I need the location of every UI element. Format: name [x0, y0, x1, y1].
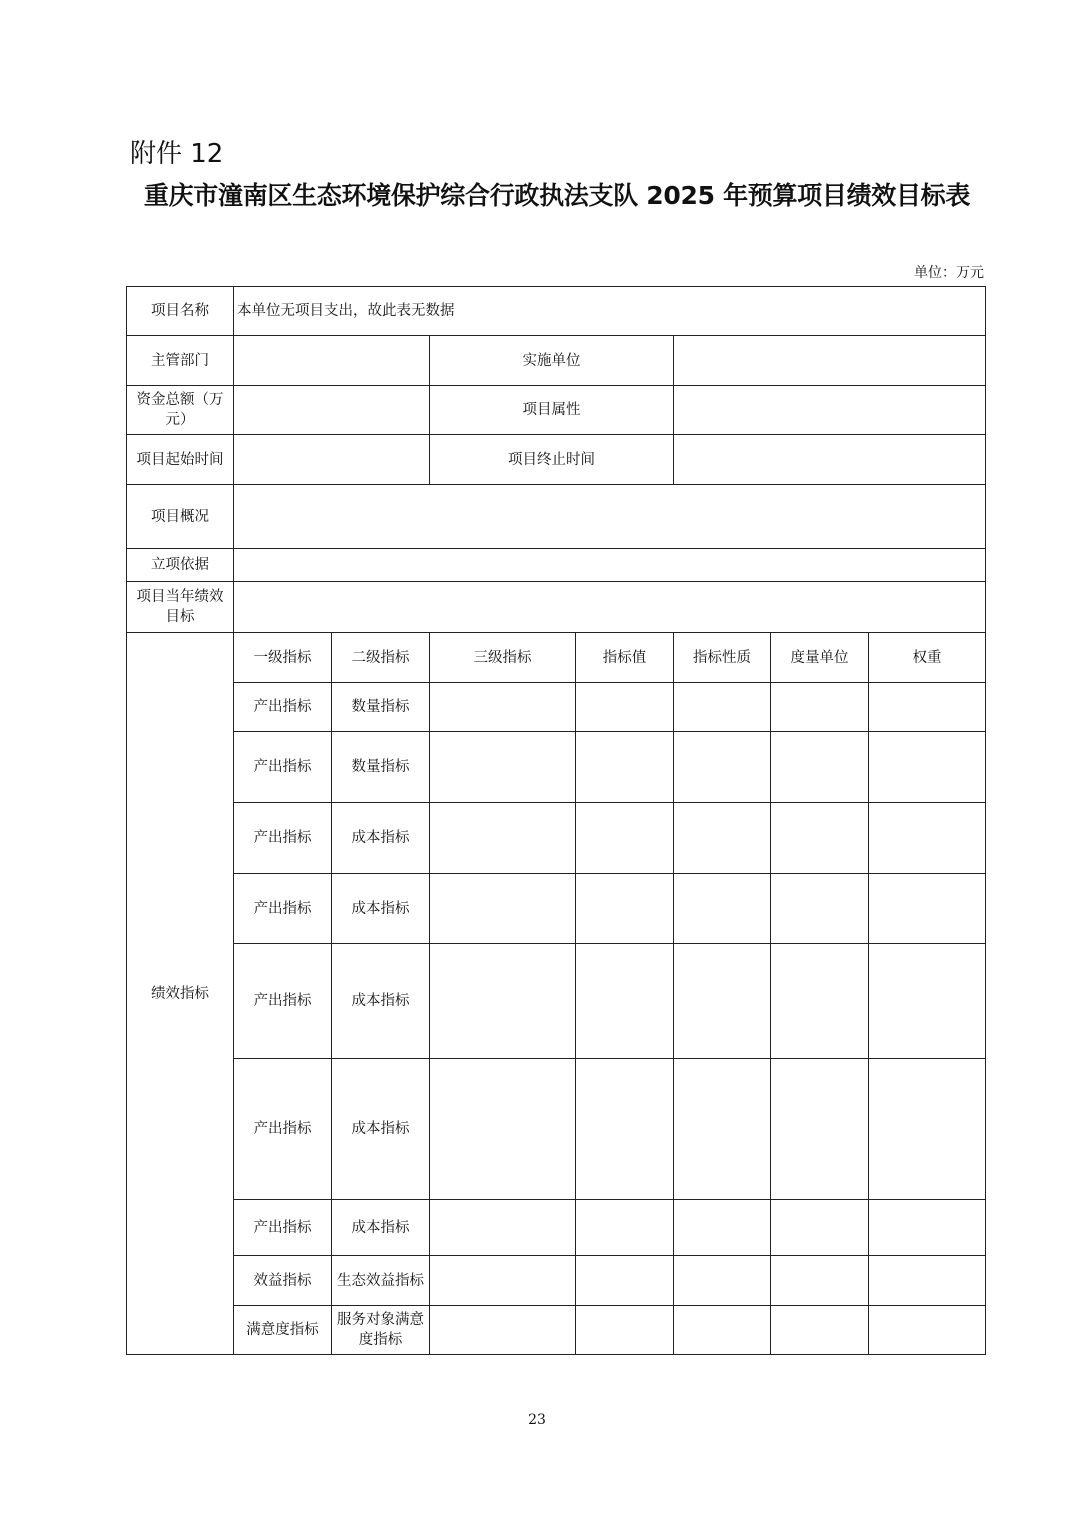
l1-cell: 产出指标	[234, 1059, 332, 1200]
l2-cell: 数量指标	[332, 732, 430, 803]
attachment-label: 附件 12	[130, 139, 224, 169]
l1-cell: 满意度指标	[234, 1306, 332, 1355]
header-cell: 度量单位	[771, 633, 869, 683]
dept-label: 主管部门	[127, 336, 234, 386]
overview-label: 项目概况	[127, 485, 234, 549]
table-row	[127, 582, 986, 633]
perf-row	[127, 1306, 986, 1355]
l1-cell: 产出指标	[234, 944, 332, 1059]
basis-value	[234, 549, 986, 582]
perf-row	[127, 874, 986, 944]
table-row	[127, 386, 986, 435]
l1-cell: 产出指标	[234, 732, 332, 803]
attr-value	[674, 386, 986, 435]
attr-label: 项目属性	[430, 386, 674, 435]
l2-cell: 生态效益指标	[332, 1256, 430, 1306]
goal-label: 项目当年绩效目标	[127, 582, 234, 633]
perf-row	[127, 944, 986, 1059]
header-cell: 权重	[869, 633, 986, 683]
header-cell: 指标值	[576, 633, 674, 683]
project-name-value: 本单位无项目支出，故此表无数据	[234, 287, 986, 336]
perf-row	[127, 1059, 986, 1200]
header-cell: 一级指标	[234, 633, 332, 683]
l2-cell: 成本指标	[332, 944, 430, 1059]
l2-cell: 服务对象满意度指标	[332, 1306, 430, 1355]
perf-row	[127, 683, 986, 732]
dept-value	[234, 336, 430, 386]
page-number: 23	[528, 1412, 546, 1428]
l1-cell: 产出指标	[234, 803, 332, 874]
l2-cell: 成本指标	[332, 1200, 430, 1256]
header-cell: 二级指标	[332, 633, 430, 683]
header-cell: 指标性质	[674, 633, 771, 683]
perf-row	[127, 1200, 986, 1256]
basis-label: 立项依据	[127, 549, 234, 582]
page-title: 重庆市潼南区生态环境保护综合行政执法支队 2025 年预算项目绩效目标表	[143, 181, 971, 210]
overview-value	[234, 485, 986, 549]
goal-value	[234, 582, 986, 633]
header-cell: 三级指标	[430, 633, 576, 683]
l2-cell: 成本指标	[332, 1059, 430, 1200]
table-row	[127, 435, 986, 485]
table-row	[127, 287, 986, 336]
fund-value	[234, 386, 430, 435]
start-value	[234, 435, 430, 485]
l2-cell: 数量指标	[332, 683, 430, 732]
perf-header-row	[127, 633, 986, 683]
perf-row	[127, 1256, 986, 1306]
l1-cell: 产出指标	[234, 1200, 332, 1256]
unit-label: 单位：万元	[914, 265, 984, 281]
end-value	[674, 435, 986, 485]
perf-row	[127, 732, 986, 803]
table-row	[127, 336, 986, 386]
end-label: 项目终止时间	[430, 435, 674, 485]
start-label: 项目起始时间	[127, 435, 234, 485]
perf-label: 绩效指标	[127, 633, 234, 1355]
project-name-label: 项目名称	[127, 287, 234, 336]
perf-row	[127, 803, 986, 874]
l2-cell: 成本指标	[332, 874, 430, 944]
l2-cell: 成本指标	[332, 803, 430, 874]
table-row	[127, 549, 986, 582]
l1-cell: 产出指标	[234, 683, 332, 732]
impl-value	[674, 336, 986, 386]
performance-target-table	[126, 286, 986, 1355]
l1-cell: 效益指标	[234, 1256, 332, 1306]
impl-label: 实施单位	[430, 336, 674, 386]
fund-label: 资金总额（万元）	[127, 386, 234, 435]
l1-cell: 产出指标	[234, 874, 332, 944]
table-row	[127, 485, 986, 549]
